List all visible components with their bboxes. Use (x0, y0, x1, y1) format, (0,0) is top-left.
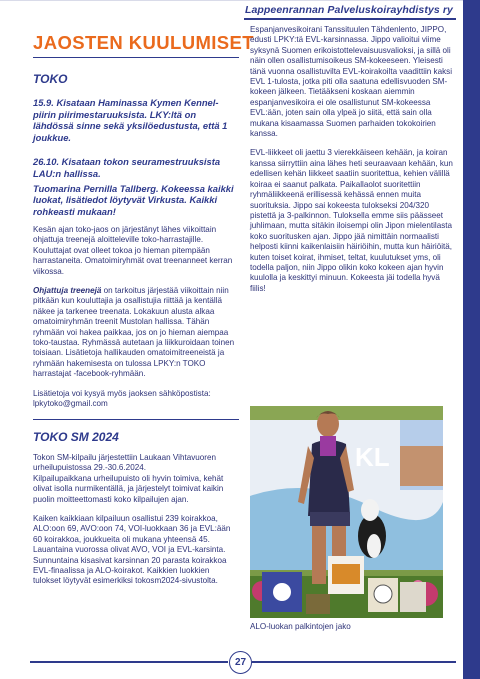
top-divider (0, 0, 480, 1)
award-ceremony-photo (250, 406, 443, 618)
paragraph-body: on tarkoitus järjestää viikoittain niin pitkään kun kouluttajia ja osallistujia riittää ja kentällä näkee ja tarkenee treenata. Lokakuun alusta alkaa omatoimiryhmän treenit Mustolan hallissa. Tähän ryhmään voi hakea paikkaa, jos on jo hieman aiempaa toko-taustaa. Ryhmässä autetaan ja liikkuroidaan toinen toisiaan. Lisätietoja hallikauden omatoimitreeneistä ja ryhmään hakemisesta on tulossa LPKY:n TOKO harrastajat -facebook-ryhmään. (33, 286, 235, 379)
news-item-2 (33, 156, 236, 180)
news-item-2-date: 26.10. Kisataan tokon seuramestruuksista LAU:n hallissa. (33, 156, 221, 179)
footer-rule-left (30, 661, 228, 663)
left-column (33, 32, 254, 596)
footer-rule-right (252, 661, 456, 663)
organization-name: Lappeenrannan Palveluskoirayhdistys ry (244, 4, 453, 16)
section-title-toko-sm: TOKO SM 2024 (33, 430, 119, 445)
header-rule (244, 18, 456, 20)
page-title: JAOSTEN KUULUMISET (33, 32, 254, 53)
news-item-2-details: Tuomarina Pernilla Tallberg. Kokeessa kaikki luokat, lisätiedot löytyvät Virkusta. Kaikki rohkeasti mukaan! (33, 182, 234, 218)
photo-caption: ALO-luokan palkintojen jako (250, 622, 351, 631)
section-divider (33, 419, 239, 420)
page-number: 27 (229, 651, 252, 674)
paragraph: Kaiken kaikkiaan kilpailuun osallistui 239 koirakkoa, ALO:oon 69, AVO:oon 74, VOI-luokkaan 36 ja EVL:ään 60 koirakkoa, joukkueita oli mukana yhteensä 45. Lauantaina vuorossa olivat AVO, VOI ja EVL-karsinta. Sunnuntaina kisasivat karsinnan 20 parasta koirakkoa EVL-finaalissa ja ALO-koirakot. Kaikkien luokkien tulokset löytyvät esimerkiksi tokosm2024-sivustolta. (33, 513, 231, 586)
paragraph: Kilpailupaikkana urheilupuisto oli hyvin toimiva, kehät olivat isolla nurmikentällä, ja järjestelyt toimivat kaikin puolin moitteettomasti koko kilpailujen ajan. (33, 473, 224, 504)
paragraph: Espanjanvesikoirani Tanssituulen Tähdenlento, JIPPO, edusti LPKY:tä EVL-karsinnassa. Jippo valioitui viime syksynä Suomen erikoistottelevaisuusvalioksi, ja sillä oli näin ollen osallistumisoikeus SM-kokeeseen. Yleisesti tänä vuonna osallistuvilta EVL-koirakoilta vaadittiin kaksi EVL 1-tulosta, jotka piti olla saatuna edellisvuoden SM-kokeen jälkeen. Tietääkseni koskaan aiemmin espanjanvesikoira ei ole osallistunut SM-kokeessa EVL:ään, joten sain olla ylpeä jo siitä, että sain olla mukana kisaamassa Suomen parhaiden tokokoirien kanssa. (250, 25, 452, 139)
paragraph: Kesän ajan toko-jaos on järjestänyt lähes viikoittain ohjattuja treenejä aloitteleville toko-harrastajille. Kouluttajat ovat olleet tokoa jo hieman pitempään harrastaneita. Omatoimiryhmät ovat treenanneet kerran viikossa. (33, 224, 233, 276)
paragraph (33, 286, 236, 380)
banner-text: KL (355, 442, 390, 472)
title-rule (33, 57, 239, 58)
right-column (250, 25, 457, 303)
paragraph: EVL-liikkeet oli jaettu 3 vierekkäiseen kehään, ja koiran kanssa siirryttiin aina lähes heti seuraavaan kehään, kun edellisen kehän liikkeet saatiin suoritettua, kehien välillä koiraa ei saanut palkata. Paikallaolot suoritettiin ryhmäliikkeenä erillisessä kehässä ennen muita suorituksia. Jippo sai kokeesta tulokseksi 204/320 pistettä ja 3-palkinnon. Tuloksella emme siis päässeet juhlimaan, mutta sitäkin iloisempi olin Jipon mielentilasta koko suoritusken ajan. Jippo jää nimittäin normaalisti helposti kiinni kaikenlaisiin häiriöihin, mutta kun häiriöitä, kuten toiset koirat, ihmiset, teltat, kuulutukset yms, oli todella paljon, niin Jippo olikin koko kokeen ajan hyvin kuulolla ja keskittyi minuun. Kokeesta jäi todella hyvä fiilis! (250, 148, 453, 293)
section-title-toko: TOKO (33, 72, 68, 87)
photo-illustration (250, 406, 443, 618)
page-edge-stripe (463, 0, 480, 679)
contact-paragraph: Lisätietoja voi kysyä myös jaoksen sähköpostista: lpkytoko@gmail.com (33, 388, 211, 409)
paragraph: Tokon SM-kilpailu järjestettiin Laukaan Vihtavuoren urheilupuistossa 29.-30.6.2024. (33, 452, 216, 473)
news-item-1: 15.9. Kisataan Haminassa Kymen Kennel-piirin piirimestaruuksista. LKY:ltä on lähdössä sinne sekä yksilöedustusta, että 1 joukkue. (33, 96, 228, 144)
paragraph-lead: Ohjattuja treenejä (33, 286, 102, 296)
